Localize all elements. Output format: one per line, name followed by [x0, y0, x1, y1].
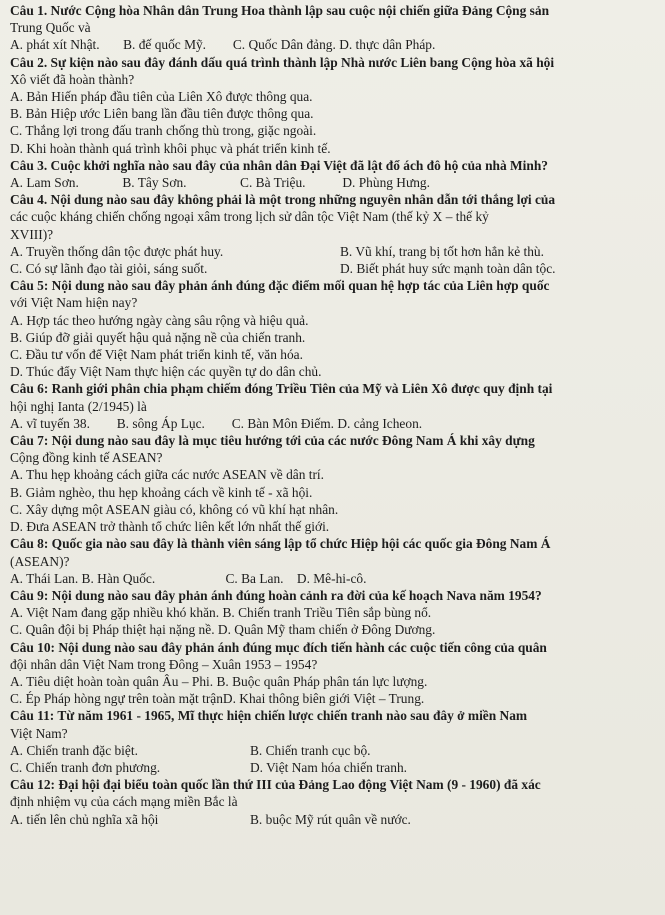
question-11-options-row1: A. Chiến tranh đặc biệt. B. Chiến tranh cục bộ.	[10, 742, 371, 758]
option-7c: C. Xây dựng một ASEAN giàu có, không có vũ khí hạt nhân.	[10, 501, 339, 517]
question-4-options-row2: C. Có sự lãnh đạo tài giỏi, sáng suốt. D. Biết phát huy sức mạnh toàn dân tộc.	[10, 261, 556, 277]
question-8-options: A. Thái Lan. B. Hàn Quốc. C. Ba Lan. D. Mê-hi-cô.	[10, 570, 367, 586]
option-2d: D. Khi hoàn thành quá trình khôi phục và phát triển kinh tế.	[10, 140, 331, 156]
option-7b: B. Giảm nghèo, thu hẹp khoảng cách về kinh tế - xã hội.	[10, 484, 313, 500]
option-2c: C. Thắng lợi trong đấu tranh chống thù trong, giặc ngoài.	[10, 123, 317, 139]
option-5b: B. Giúp đỡ giải quyết hậu quả nặng nề của chiến tranh.	[10, 329, 306, 345]
option-5a: A. Hợp tác theo hướng ngày càng sâu rộng và hiệu quả.	[10, 312, 309, 328]
option-5d: D. Thúc đẩy Việt Nam thực hiện các quyền tự do dân chủ.	[10, 364, 322, 380]
question-8-cont: (ASEAN)?	[10, 553, 70, 569]
question-1-cont: Trung Quốc và	[10, 20, 91, 36]
question-12-cont: định nhiệm vụ của cách mạng miền Bắc là	[10, 794, 238, 810]
option-2a: A. Bản Hiến pháp đầu tiên của Liên Xô được thông qua.	[10, 89, 313, 105]
question-2-cont: Xô viết đã hoàn thành?	[10, 71, 135, 87]
question-10: Câu 10: Nội dung nào sau đây phản ánh đúng mục đích tiến hành các cuộc tiến công của quân	[10, 639, 547, 655]
question-4-cont: các cuộc kháng chiến chống ngoại xâm trong lịch sử dân tộc Việt Nam (thế kỷ X – thế kỷ	[10, 209, 489, 225]
option-7a: A. Thu hẹp khoảng cách giữa các nước ASEAN về dân trí.	[10, 467, 324, 483]
question-8: Câu 8: Quốc gia nào sau đây là thành viên sáng lập tổ chức Hiệp hội các quốc gia Đông Nam Á	[10, 536, 551, 552]
question-9-options-row2: C. Quân đội bị Pháp thiệt hại nặng nề. D. Quân Mỹ tham chiến ở Đông Dương.	[10, 622, 436, 638]
question-6-cont: hội nghị Ianta (2/1945) là	[10, 398, 147, 414]
question-3: Câu 3. Cuộc khởi nghĩa nào sau đây của nhân dân Đại Việt đã lật đổ ách đô hộ của nhà Minh?	[10, 157, 548, 173]
option-7d: D. Đưa ASEAN trở thành tổ chức liên kết lớn nhất thế giới.	[10, 519, 330, 535]
question-6-options: A. vĩ tuyến 38. B. sông Áp Lục. C. Bàn Môn Điếm. D. cảng Icheon.	[10, 415, 423, 431]
option-2b: B. Bản Hiệp ước Liên bang lần đầu tiên được thông qua.	[10, 106, 314, 122]
question-5: Câu 5: Nội dung nào sau đây phản ánh đúng đặc điểm mối quan hệ hợp tác của Liên hợp quốc	[10, 278, 550, 294]
question-11-options-row2: C. Chiến tranh đơn phương. D. Việt Nam hóa chiến tranh.	[10, 759, 407, 775]
question-11: Câu 11: Từ năm 1961 - 1965, Mĩ thực hiện chiến lược chiến tranh nào sau đây ở miền Nam	[10, 708, 528, 724]
question-1-options: A. phát xít Nhật. B. đế quốc Mỹ. C. Quốc Dân đảng. D. thực dân Pháp.	[10, 37, 436, 53]
question-12-options: A. tiến lên chủ nghĩa xã hội B. buộc Mỹ rút quân về nước.	[10, 811, 411, 827]
question-7: Câu 7: Nội dung nào sau đây là mục tiêu hướng tới của các nước Đông Nam Á khi xây dựng	[10, 433, 535, 449]
question-3-options: A. Lam Sơn. B. Tây Sơn. C. Bà Triệu. D. Phùng Hưng.	[10, 175, 430, 191]
question-11-cont: Việt Nam?	[10, 725, 68, 741]
question-10-cont: đội nhân dân Việt Nam trong Đông – Xuân 1953 – 1954?	[10, 656, 318, 672]
question-9-options-row1: A. Việt Nam đang gặp nhiều khó khăn. B. Chiến tranh Triều Tiên sắp bùng nổ.	[10, 605, 432, 621]
question-4-options-row1: A. Truyền thống dân tộc được phát huy. B. Vũ khí, trang bị tốt hơn hẳn kẻ thù.	[10, 243, 544, 259]
question-1: Câu 1. Nước Cộng hòa Nhân dân Trung Hoa thành lập sau cuộc nội chiến giữa Đảng Cộng sản	[10, 3, 550, 18]
question-5-cont: với Việt Nam hiện nay?	[10, 295, 138, 311]
question-9: Câu 9: Nội dung nào sau đây phản ánh đúng hoàn cảnh ra đời của kế hoạch Nava năm 1954?	[10, 587, 542, 603]
question-12: Câu 12: Đại hội đại biểu toàn quốc lần thứ III của Đảng Lao động Việt Nam (9 - 1960) đã xác	[10, 777, 541, 793]
question-10-options-row2: C. Ép Pháp hòng ngự trên toàn mặt trậnD. Khai thông biên giới Việt – Trung.	[10, 691, 425, 707]
question-7-cont: Cộng đồng kinh tế ASEAN?	[10, 450, 163, 466]
question-4-cont2: XVIII)?	[10, 226, 54, 242]
option-5c: C. Đầu tư vốn để Việt Nam phát triển kinh tế, văn hóa.	[10, 347, 303, 363]
question-6: Câu 6: Ranh giới phân chia phạm chiếm đóng Triều Tiên của Mỹ và Liên Xô được quy định tại	[10, 381, 553, 397]
question-2: Câu 2. Sự kiện nào sau đây đánh dấu quá trình thành lập Nhà nước Liên bang Cộng hòa xã hội	[10, 54, 555, 70]
question-10-options-row1: A. Tiêu diệt hoàn toàn quân Âu – Phi. B. Buộc quân Pháp phân tán lực lượng.	[10, 673, 428, 689]
question-4: Câu 4. Nội dung nào sau đây không phải là một trong những nguyên nhân dẫn tới thắng lợi của	[10, 192, 556, 208]
